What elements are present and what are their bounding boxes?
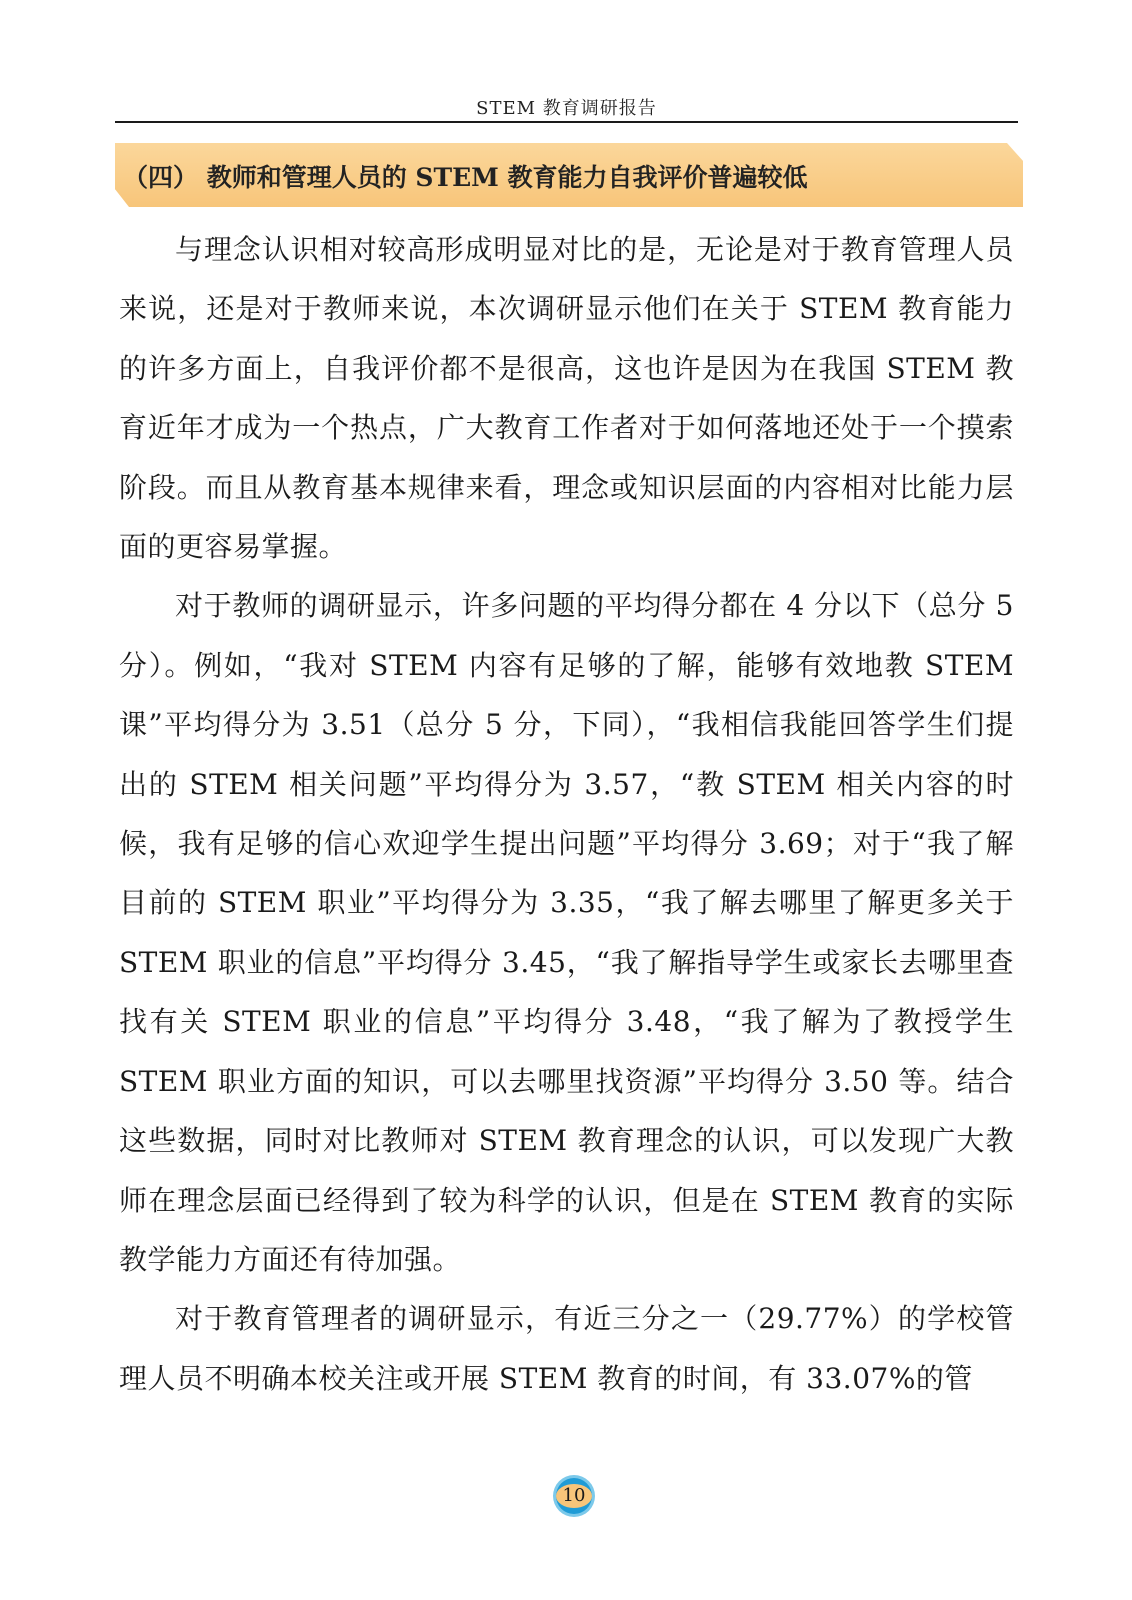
header-rule xyxy=(115,121,1018,123)
paragraph-3: 对于教育管理者的调研显示，有近三分之一（29.77%）的学校管理人员不明确本校关注或开展 STEM 教育的时间，有 33.07%的管 xyxy=(119,1302,1014,1395)
running-header: STEM 教育调研报告 xyxy=(476,98,657,119)
page-number: 10 xyxy=(556,1484,592,1508)
body-text xyxy=(119,220,1014,1408)
section-title: （四） 教师和管理人员的 STEM 教育能力自我评价普遍较低 xyxy=(123,163,808,192)
paragraph-1: 与理念认识相对较高形成明显对比的是，无论是对于教育管理人员来说，还是对于教师来说，本次调研显示他们在关于 STEM 教育能力的许多方面上，自我评价都不是很高，这也许是因为在我国 STEM 教育近年才成为一个热点，广大教育工作者对于如何落地还处于一个摸索阶段。而且从教育基本规律来看，理念或知识层面的内容相对比能力层面的更容易掌握。 xyxy=(119,233,1014,564)
paragraph-2: 对于教师的调研显示，许多问题的平均得分都在 4 分以下（总分 5 分）。例如，“我对 STEM 内容有足够的了解，能够有效地教 STEM 课”平均得分为 3.51（总分 5 分，下同），“我相信我能回答学生们提出的 STEM 相关问题”平均得分为 3.57，“教 STEM 相关内容的时候，我有足够的信心欢迎学生提出问题”平均得分 3.69；对于“我了解目前的 STEM 职业”平均得分为 3.35，“我了解去哪里了解更多关于 STEM 职业的信息”平均得分 3.45，“我了解指导学生或家长去哪里查找有关 STEM 职业的信息”平均得分 3.48，“我了解为了教授学生 STEM 职业方面的知识，可以去哪里找资源”平均得分 3.50 等。结合这些数据，同时对比教师对 STEM 教育理念的认识，可以发现广大教师在理念层面已经得到了较为科学的认识，但是在 STEM 教育的实际教学能力方面还有待加强。 xyxy=(119,589,1014,1276)
